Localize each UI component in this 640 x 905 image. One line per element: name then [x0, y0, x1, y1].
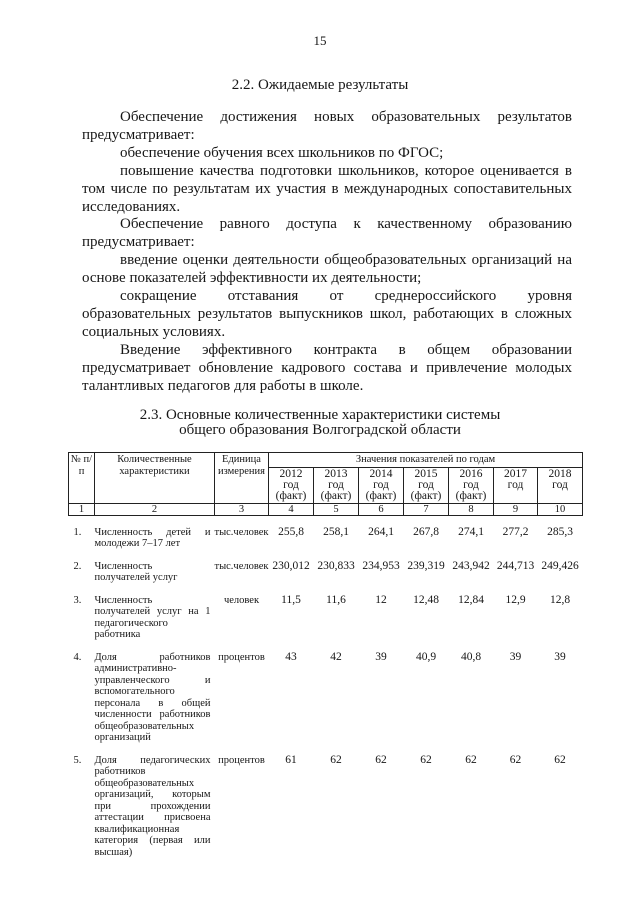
row-unit: процентов [218, 651, 265, 663]
column-number-row [69, 503, 583, 515]
table-row [69, 550, 583, 584]
column-number: 5 [314, 503, 359, 515]
paragraph: повышение качества подготовки школьников, которое оценивается в том числе по результатам их участия в международных сопоставительных исследованиях. [82, 162, 572, 215]
page-number: 15 [313, 33, 327, 48]
row-value: 11,5 [281, 593, 301, 606]
row-value: 230,833 [317, 559, 355, 572]
row-number: 5. [73, 754, 82, 766]
column-number: 1 [69, 503, 95, 515]
header-name: Количественные характеристики [95, 453, 215, 504]
row-value: 255,8 [278, 525, 304, 538]
row-value: 12,8 [549, 593, 571, 606]
header-year: 2014 год (факт) [359, 467, 404, 503]
row-value: 267,8 [413, 525, 439, 538]
row-value: 40,9 [415, 650, 437, 663]
row-value: 243,942 [452, 559, 490, 572]
row-value: 62 [420, 753, 432, 766]
row-number: 2. [73, 560, 82, 572]
paragraph: Введение эффективного контракта в общем образовании предусматривает обновление кадрового состава и привлечение молодых талантливых педагогов для работы в школе. [82, 341, 572, 394]
row-value: 12,48 [413, 593, 439, 606]
row-unit: человек [223, 594, 260, 606]
table-row [69, 515, 583, 550]
row-number: 1. [73, 526, 82, 538]
header-unit: Единица измерения [215, 453, 269, 504]
row-value: 62 [330, 753, 342, 766]
row-number: 4. [73, 651, 82, 663]
header-year: 2018 год [538, 467, 583, 503]
column-number: 7 [404, 503, 449, 515]
row-value: 12 [375, 593, 387, 606]
row-unit: тыс.человек [214, 560, 269, 572]
row-value: 62 [375, 753, 387, 766]
header-year: 2017 год [494, 467, 538, 503]
column-number: 9 [494, 503, 538, 515]
column-number: 3 [215, 503, 269, 515]
row-value: 277,2 [502, 525, 529, 538]
paragraph: сокращение отставания от среднероссийского уровня образовательных результатов выпускников школ, работающих в сложных социальных условиях. [82, 288, 572, 340]
section-title-expected-results: 2.2. Ожидаемые результаты [231, 77, 409, 93]
column-number: 6 [359, 503, 404, 515]
row-characteristic: Численность детей и молодежи 7–17 лет [94, 526, 211, 549]
row-value: 230,012 [272, 559, 310, 572]
column-number: 8 [449, 503, 494, 515]
table-row [69, 744, 583, 859]
header-values-group: Значения показателей по годам [269, 453, 583, 468]
row-characteristic: Доля работников административно-управленческого и вспомогательного персонала в общей численности работников общеобразовательных организаций [94, 651, 211, 743]
row-value: 258,1 [323, 525, 349, 538]
row-value: 39 [375, 650, 387, 663]
row-value: 40,8 [460, 650, 482, 663]
row-value: 234,953 [362, 559, 400, 572]
section-title-line: общего образования Волгоградской области [179, 422, 461, 438]
row-value: 12,9 [505, 593, 526, 606]
header-year: 2016 год (факт) [449, 467, 494, 503]
row-value: 39 [509, 650, 522, 663]
row-value: 61 [285, 753, 297, 766]
paragraph: введение оценки деятельности общеобразовательных организаций на основе показателей эффективности их деятельности; [82, 252, 572, 287]
row-value: 285,3 [547, 525, 573, 538]
column-number: 4 [269, 503, 314, 515]
header-year: 2015 год (факт) [404, 467, 449, 503]
row-value: 62 [509, 753, 522, 766]
row-unit: процентов [218, 754, 265, 766]
row-characteristic: Численность получателей услуг [94, 560, 178, 583]
paragraph: обеспечение обучения всех школьников по ФГОС; [120, 144, 444, 161]
row-value: 239,319 [407, 559, 445, 572]
row-value: 43 [285, 650, 297, 663]
row-value: 274,1 [458, 525, 484, 538]
column-number: 10 [538, 503, 583, 515]
paragraph: Обеспечение равного доступа к качественному образованию предусматривает: [82, 216, 572, 251]
row-value: 249,426 [541, 559, 579, 572]
header-num: № п/п [69, 453, 95, 504]
row-characteristic: Доля педагогических работников общеобразовательных организаций, которым при прохождении аттестации присвоена квалификационная категория (первая или высшая) [94, 754, 211, 858]
row-value: 12,84 [458, 593, 484, 606]
row-value: 264,1 [368, 525, 394, 538]
column-number: 2 [95, 503, 215, 515]
paragraph: Обеспечение достижения новых образовательных результатов предусматривает: [82, 109, 572, 143]
row-unit: тыс.человек [214, 526, 269, 538]
row-value: 42 [330, 650, 342, 663]
characteristics-table [68, 452, 583, 858]
table-row [69, 641, 583, 744]
header-year: 2012 год (факт) [269, 467, 314, 503]
section-body [82, 109, 572, 396]
row-value: 62 [465, 753, 477, 766]
row-characteristic: Численность получателей услуг на 1 педагогического работника [94, 594, 211, 640]
table-row [69, 584, 583, 641]
characteristics-table-wrap [68, 452, 582, 858]
row-value: 39 [554, 650, 566, 663]
section-title-line: 2.3. Основные количественные характеристики системы [139, 407, 501, 423]
header-year: 2013 год (факт) [314, 467, 359, 503]
section-title-characteristics [0, 408, 640, 438]
row-value: 244,713 [496, 559, 535, 572]
row-value: 62 [554, 753, 566, 766]
row-value: 11,6 [326, 593, 346, 606]
row-number: 3. [73, 594, 82, 606]
